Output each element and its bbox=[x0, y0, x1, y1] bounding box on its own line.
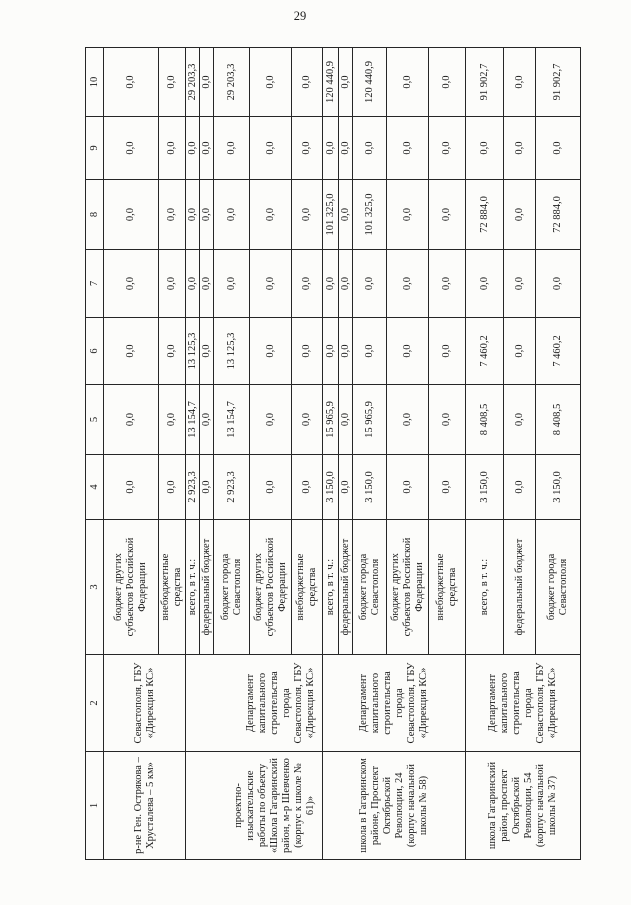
amount-cell: 0,0 bbox=[200, 48, 214, 117]
amount-cell: 0,0 bbox=[339, 455, 353, 520]
table-row bbox=[104, 48, 159, 860]
funding-source-cell: бюджет других субъектов Российской Федерации bbox=[250, 520, 292, 655]
amount-cell: 0,0 bbox=[104, 250, 159, 318]
amount-cell: 8 408,5 bbox=[536, 385, 581, 455]
amount-cell: 29 203,3 bbox=[214, 48, 250, 117]
amount-cell: 0,0 bbox=[387, 455, 429, 520]
amount-cell: 0,0 bbox=[429, 318, 466, 385]
amount-cell: 15 965,9 bbox=[353, 385, 387, 455]
amount-cell: 0,0 bbox=[504, 48, 536, 117]
amount-cell: 0,0 bbox=[387, 117, 429, 180]
amount-cell: 0,0 bbox=[323, 318, 339, 385]
amount-cell: 0,0 bbox=[104, 180, 159, 250]
executor-cell: Севастополя, ГБУ «Дирекция КС» bbox=[104, 655, 186, 752]
funding-source-cell: внебюджетные средства bbox=[429, 520, 466, 655]
amount-cell: 0,0 bbox=[504, 117, 536, 180]
amount-cell: 3 150,0 bbox=[536, 455, 581, 520]
amount-cell: 0,0 bbox=[429, 117, 466, 180]
amount-cell: 0,0 bbox=[339, 48, 353, 117]
amount-cell: 0,0 bbox=[104, 48, 159, 117]
amount-cell: 0,0 bbox=[186, 117, 200, 180]
column-number-cell: 9 bbox=[86, 117, 104, 180]
amount-cell: 0,0 bbox=[466, 117, 504, 180]
amount-cell: 8 408,5 bbox=[466, 385, 504, 455]
table-row bbox=[186, 48, 200, 860]
amount-cell: 29 203,3 bbox=[186, 48, 200, 117]
funding-source-cell: федеральный бюджет bbox=[200, 520, 214, 655]
amount-cell: 0,0 bbox=[536, 117, 581, 180]
table-row bbox=[323, 48, 339, 860]
amount-cell: 0,0 bbox=[200, 180, 214, 250]
amount-cell: 0,0 bbox=[159, 250, 186, 318]
amount-cell: 0,0 bbox=[250, 180, 292, 250]
funding-source-cell: бюджет города Севастополя bbox=[536, 520, 581, 655]
amount-cell: 0,0 bbox=[214, 180, 250, 250]
amount-cell: 3 150,0 bbox=[353, 455, 387, 520]
amount-cell: 120 440,9 bbox=[323, 48, 339, 117]
amount-cell: 0,0 bbox=[186, 180, 200, 250]
amount-cell: 0,0 bbox=[429, 180, 466, 250]
column-number-cell: 3 bbox=[86, 520, 104, 655]
object-name-cell: р-не Ген. Острякова – Хрусталева – 5 км» bbox=[104, 752, 186, 860]
budget-table bbox=[85, 47, 581, 860]
funding-source-cell: бюджет других субъектов Российской Федерации bbox=[104, 520, 159, 655]
amount-cell: 0,0 bbox=[104, 318, 159, 385]
column-number-cell: 6 bbox=[86, 318, 104, 385]
amount-cell: 0,0 bbox=[159, 117, 186, 180]
amount-cell: 0,0 bbox=[292, 48, 323, 117]
amount-cell: 7 460,2 bbox=[536, 318, 581, 385]
object-name-cell: проектно-изыскательские работы по объекту «Школа Гагаринский район, м-р Шевченко (корпус к школе № 61)» bbox=[186, 752, 323, 860]
object-name-cell: школа в Гагаринском районе, Проспект Октябрьской Революции, 24 (корпус начальной школы № 58) bbox=[323, 752, 466, 860]
column-number-cell: 10 bbox=[86, 48, 104, 117]
amount-cell: 13 154,7 bbox=[214, 385, 250, 455]
amount-cell: 0,0 bbox=[387, 180, 429, 250]
page-number: 29 bbox=[293, 9, 307, 23]
amount-cell: 72 884,0 bbox=[466, 180, 504, 250]
amount-cell: 0,0 bbox=[104, 117, 159, 180]
amount-cell: 101 325,0 bbox=[323, 180, 339, 250]
amount-cell: 0,0 bbox=[200, 250, 214, 318]
column-number-cell: 4 bbox=[86, 455, 104, 520]
amount-cell: 13 125,3 bbox=[214, 318, 250, 385]
amount-cell: 91 902,7 bbox=[536, 48, 581, 117]
amount-cell: 0,0 bbox=[504, 180, 536, 250]
column-number-cell: 7 bbox=[86, 250, 104, 318]
amount-cell: 0,0 bbox=[250, 455, 292, 520]
amount-cell: 0,0 bbox=[250, 385, 292, 455]
executor-cell: Департамент капитального строительства города Севастополя, ГБУ «Дирекция КС» bbox=[323, 655, 466, 752]
amount-cell: 0,0 bbox=[339, 318, 353, 385]
amount-cell: 0,0 bbox=[200, 117, 214, 180]
amount-cell: 0,0 bbox=[250, 318, 292, 385]
amount-cell: 0,0 bbox=[339, 250, 353, 318]
funding-source-cell: бюджет города Севастополя bbox=[353, 520, 387, 655]
amount-cell: 13 125,3 bbox=[186, 318, 200, 385]
amount-cell: 0,0 bbox=[536, 250, 581, 318]
amount-cell: 0,0 bbox=[504, 455, 536, 520]
amount-cell: 0,0 bbox=[200, 455, 214, 520]
funding-source-cell: бюджет города Севастополя bbox=[214, 520, 250, 655]
funding-source-cell: федеральный бюджет bbox=[339, 520, 353, 655]
column-number-cell: 2 bbox=[86, 655, 104, 752]
amount-cell: 0,0 bbox=[214, 250, 250, 318]
amount-cell: 0,0 bbox=[353, 117, 387, 180]
amount-cell: 0,0 bbox=[429, 455, 466, 520]
amount-cell: 120 440,9 bbox=[353, 48, 387, 117]
amount-cell: 0,0 bbox=[159, 180, 186, 250]
amount-cell: 0,0 bbox=[504, 385, 536, 455]
amount-cell: 0,0 bbox=[387, 48, 429, 117]
executor-cell: Департамент капитального строительства города Севастополя, ГБУ «Дирекция КС» bbox=[466, 655, 581, 752]
amount-cell: 0,0 bbox=[323, 250, 339, 318]
amount-cell: 0,0 bbox=[339, 117, 353, 180]
amount-cell: 0,0 bbox=[429, 48, 466, 117]
amount-cell: 2 923,3 bbox=[214, 455, 250, 520]
amount-cell: 0,0 bbox=[159, 318, 186, 385]
object-name-cell: школа Гагаринский район, проспект Октябрьской Революции, 54 (корпус начальной школы № 37) bbox=[466, 752, 581, 860]
amount-cell: 0,0 bbox=[250, 48, 292, 117]
amount-cell: 15 965,9 bbox=[323, 385, 339, 455]
amount-cell: 0,0 bbox=[353, 318, 387, 385]
amount-cell: 0,0 bbox=[323, 117, 339, 180]
amount-cell: 0,0 bbox=[159, 455, 186, 520]
amount-cell: 0,0 bbox=[429, 250, 466, 318]
amount-cell: 0,0 bbox=[353, 250, 387, 318]
amount-cell: 0,0 bbox=[200, 318, 214, 385]
amount-cell: 0,0 bbox=[292, 385, 323, 455]
funding-source-cell: бюджет других субъектов Российской Федерации bbox=[387, 520, 429, 655]
table-row bbox=[466, 48, 504, 860]
column-number-cell: 8 bbox=[86, 180, 104, 250]
amount-cell: 0,0 bbox=[292, 318, 323, 385]
amount-cell: 0,0 bbox=[250, 250, 292, 318]
amount-cell: 0,0 bbox=[504, 250, 536, 318]
amount-cell: 0,0 bbox=[250, 117, 292, 180]
amount-cell: 0,0 bbox=[186, 250, 200, 318]
amount-cell: 72 884,0 bbox=[536, 180, 581, 250]
amount-cell: 0,0 bbox=[387, 385, 429, 455]
amount-cell: 0,0 bbox=[292, 250, 323, 318]
amount-cell: 0,0 bbox=[104, 455, 159, 520]
amount-cell: 0,0 bbox=[200, 385, 214, 455]
amount-cell: 0,0 bbox=[292, 455, 323, 520]
amount-cell: 0,0 bbox=[466, 250, 504, 318]
amount-cell: 101 325,0 bbox=[353, 180, 387, 250]
amount-cell: 7 460,2 bbox=[466, 318, 504, 385]
amount-cell: 0,0 bbox=[292, 180, 323, 250]
amount-cell: 0,0 bbox=[387, 318, 429, 385]
amount-cell: 2 923,3 bbox=[186, 455, 200, 520]
table-header-row bbox=[86, 48, 104, 860]
amount-cell: 3 150,0 bbox=[323, 455, 339, 520]
column-number-cell: 5 bbox=[86, 385, 104, 455]
amount-cell: 0,0 bbox=[159, 385, 186, 455]
funding-source-cell: внебюджетные средства bbox=[292, 520, 323, 655]
amount-cell: 0,0 bbox=[159, 48, 186, 117]
amount-cell: 91 902,7 bbox=[466, 48, 504, 117]
funding-source-cell: всего, в т. ч.: bbox=[323, 520, 339, 655]
funding-source-cell: всего, в т. ч.: bbox=[186, 520, 200, 655]
column-number-cell: 1 bbox=[86, 752, 104, 860]
amount-cell: 0,0 bbox=[429, 385, 466, 455]
amount-cell: 0,0 bbox=[504, 318, 536, 385]
funding-source-cell: всего, в т. ч.: bbox=[466, 520, 504, 655]
amount-cell: 0,0 bbox=[339, 180, 353, 250]
amount-cell: 0,0 bbox=[104, 385, 159, 455]
amount-cell: 0,0 bbox=[387, 250, 429, 318]
rotated-table-container bbox=[85, 47, 581, 860]
executor-cell: Департамент капитального строительства города Севастополя, ГБУ «Дирекция КС» bbox=[186, 655, 323, 752]
amount-cell: 3 150,0 bbox=[466, 455, 504, 520]
amount-cell: 0,0 bbox=[339, 385, 353, 455]
amount-cell: 0,0 bbox=[214, 117, 250, 180]
funding-source-cell: федеральный бюджет bbox=[504, 520, 536, 655]
funding-source-cell: внебюджетные средства bbox=[159, 520, 186, 655]
amount-cell: 13 154,7 bbox=[186, 385, 200, 455]
amount-cell: 0,0 bbox=[292, 117, 323, 180]
